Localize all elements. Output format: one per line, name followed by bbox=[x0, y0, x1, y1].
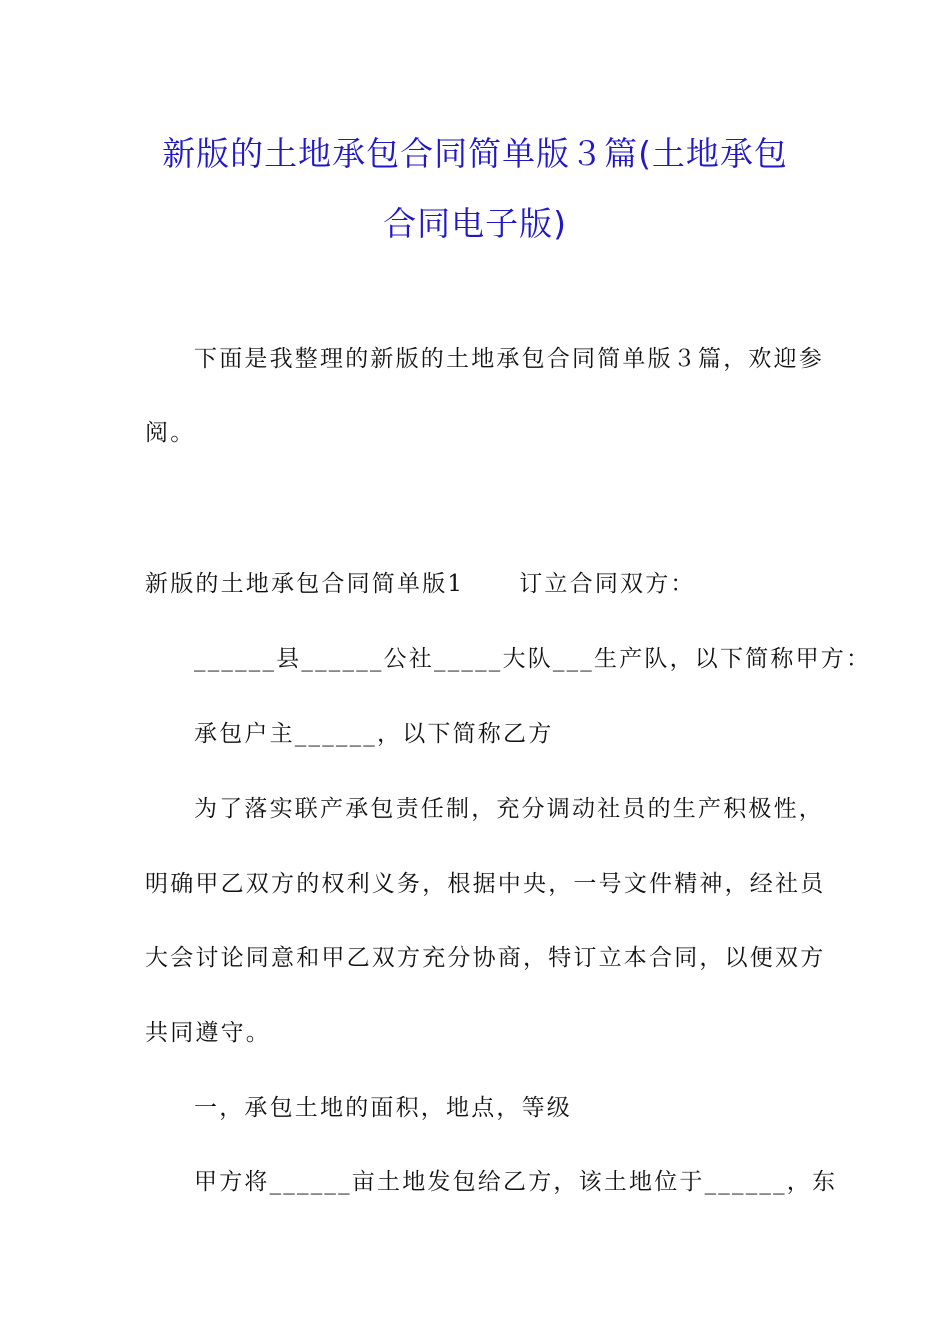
clause-1-heading: 一，承包土地的面积，地点，等级 bbox=[194, 1095, 572, 1121]
intro-paragraph-line-1: 下面是我整理的新版的土地承包合同简单版３篇，欢迎参 bbox=[194, 346, 824, 372]
section-1-heading bbox=[145, 569, 696, 599]
purpose-paragraph-line-2: 明确甲乙双方的权利义务，根据中央，一号文件精神，经社员 bbox=[145, 871, 826, 897]
intro-paragraph-line-2: 阅。 bbox=[145, 420, 196, 446]
section-1-title-tail: 订立合同双方： bbox=[519, 571, 696, 597]
document-title-line-1: 新版的土地承包合同简单版３篇(土地承包 bbox=[162, 134, 788, 173]
clause-1-line-1: 甲方将______亩土地发包给乙方，该土地位于______，东 bbox=[194, 1169, 838, 1195]
document-title-line-2: 合同电子版) bbox=[383, 204, 567, 243]
purpose-paragraph-line-1: 为了落实联产承包责任制，充分调动社员的生产积极性， bbox=[194, 796, 824, 822]
section-1-title: 新版的土地承包合同简单版1 bbox=[145, 571, 465, 597]
party-a-line: ______县______公社_____大队___生产队，以下简称甲方： bbox=[194, 646, 872, 672]
purpose-paragraph-line-3: 大会讨论同意和甲乙双方充分协商，特订立本合同，以便双方 bbox=[145, 945, 826, 971]
party-b-line: 承包户主______，以下简称乙方 bbox=[194, 721, 554, 747]
purpose-paragraph-line-4: 共同遵守。 bbox=[145, 1020, 271, 1046]
